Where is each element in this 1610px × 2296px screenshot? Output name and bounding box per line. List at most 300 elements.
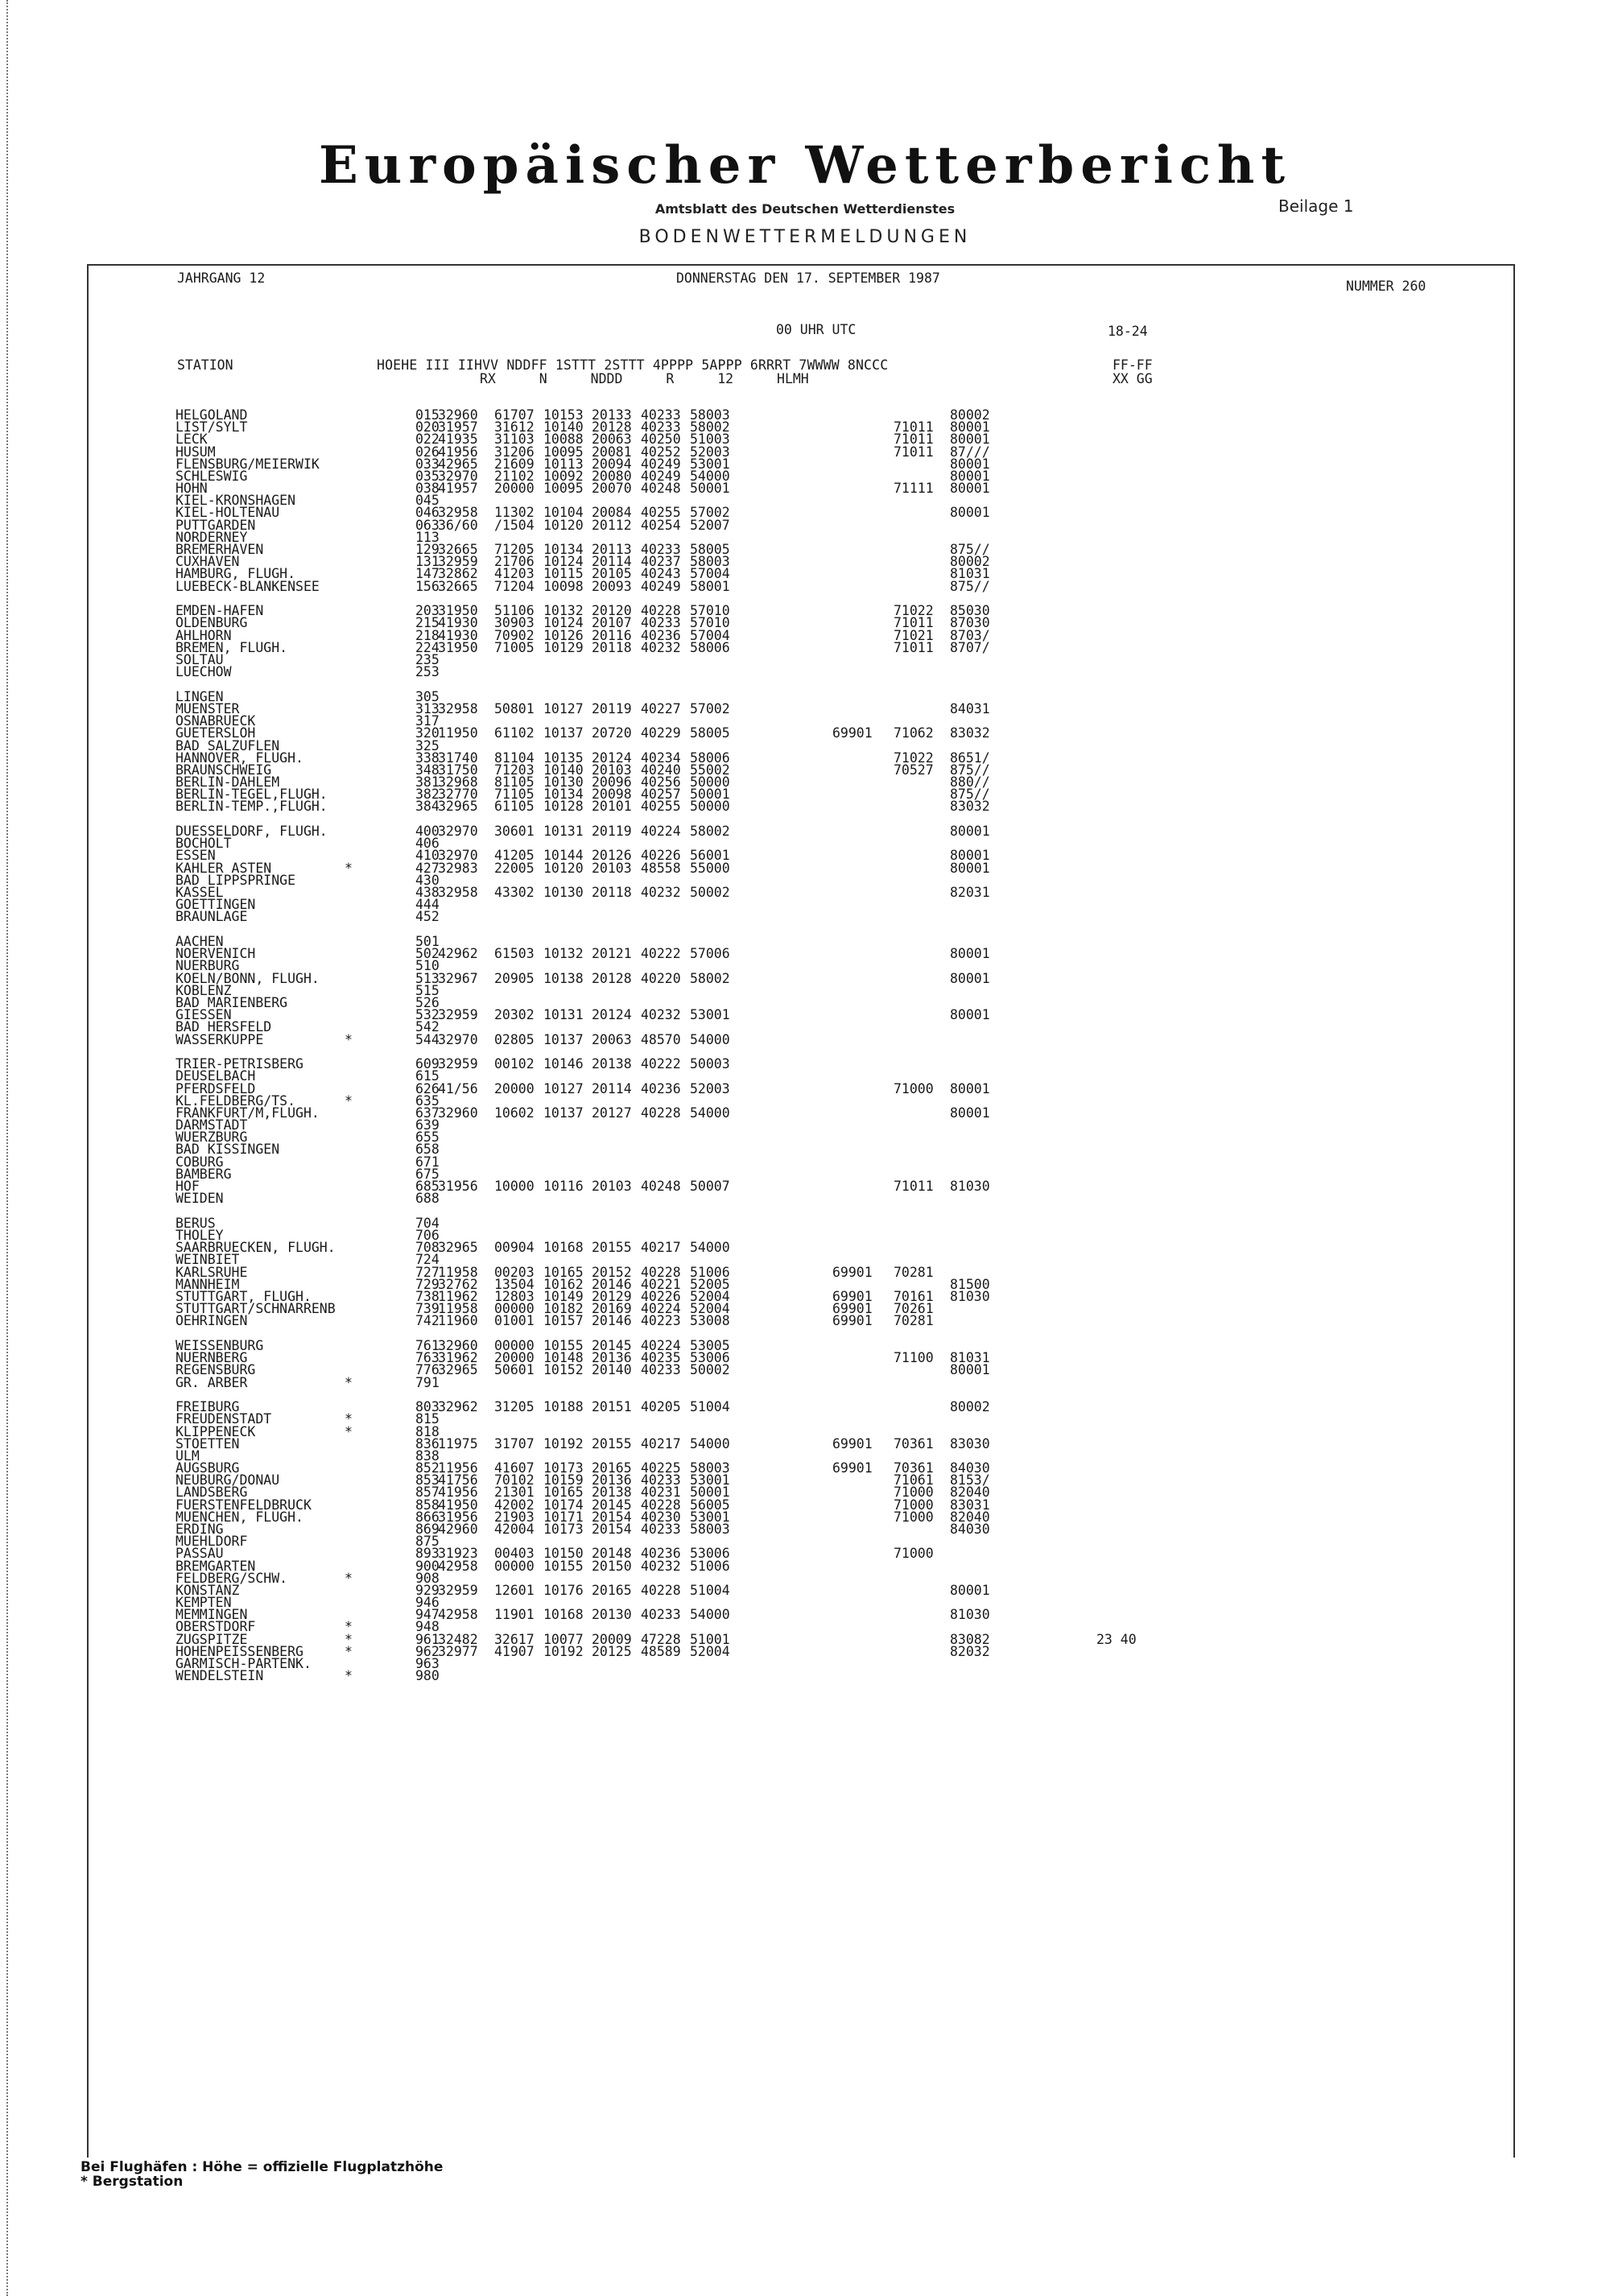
station-name: WEISSENBURG (175, 1337, 264, 1353)
station-name: DUESSELDORF, FLUGH. (175, 824, 328, 840)
group-dewpoint: 20165 (592, 1460, 632, 1476)
group-pressure: 40221 (641, 1276, 681, 1292)
group-pressure: 40225 (641, 1460, 681, 1476)
station-name: MUENCHEN, FLUGH. (175, 1509, 303, 1525)
group-pressure: 40233 (641, 419, 681, 436)
station-name: BAD KISSINGEN (175, 1142, 280, 1158)
station-name: LINGEN (175, 688, 224, 704)
group-temp: 10130 (543, 774, 584, 790)
group-cloud: 875// (950, 762, 990, 778)
group-ihvv: 32959 (438, 1056, 478, 1072)
station-name: LANDSBERG (175, 1485, 248, 1501)
station-index: 218 (415, 627, 440, 643)
station-name: NOERVENICH (175, 946, 256, 962)
group-ihvv: 32770 (438, 787, 478, 803)
station-name: LIST/SYLT (175, 419, 248, 436)
group-nddff: 00102 (494, 1056, 535, 1072)
station-name: DEUSELBACH (175, 1068, 256, 1084)
station-name: TRIER-PETRISBERG (175, 1056, 303, 1072)
station-name: PUTTGARDEN (175, 517, 256, 533)
group-temp: 10132 (543, 603, 584, 619)
station-name: COBURG (175, 1154, 224, 1170)
group-tendency: 52003 (690, 444, 730, 460)
group-weather: 71011 (894, 639, 934, 655)
station-name: BAD SALZUFLEN (175, 737, 280, 754)
group-cloud: 80001 (950, 505, 990, 521)
group-tendency: 52005 (690, 1276, 730, 1292)
group-cloud: 80001 (950, 432, 990, 448)
group-cloud: 875// (950, 787, 990, 803)
station-index: 035 (415, 468, 440, 484)
mountain-mark: * (345, 1092, 353, 1109)
group-temp: 10098 (543, 578, 584, 594)
group-pressure: 40249 (641, 456, 681, 472)
group-cloud: 80001 (950, 468, 990, 484)
group-ihvv: 42960 (438, 1521, 478, 1537)
group-tendency: 52004 (690, 1301, 730, 1317)
group-tendency: 55002 (690, 762, 730, 778)
group-pressure: 40229 (641, 725, 681, 741)
group-precip: 69901 (832, 1264, 873, 1280)
group-nddff: 12803 (494, 1288, 535, 1304)
group-nddff: 31206 (494, 444, 535, 460)
group-ihvv: 42962 (438, 946, 478, 962)
group-dewpoint: 20155 (592, 1240, 632, 1256)
group-dewpoint: 20113 (592, 542, 632, 557)
group-tendency: 57002 (690, 505, 730, 521)
group-nddff: /1504 (494, 517, 535, 533)
group-tendency: 57006 (690, 946, 730, 962)
group-pressure: 40233 (641, 407, 681, 423)
group-tendency: 53008 (690, 1313, 730, 1329)
station-index: 502 (415, 946, 440, 962)
group-nddff: 00403 (494, 1546, 535, 1562)
group-cloud: 84030 (950, 1460, 990, 1476)
station-name: ERDING (175, 1521, 224, 1537)
group-nddff: 00000 (494, 1337, 535, 1353)
group-ihvv: 32959 (438, 1007, 478, 1023)
station-index: 688 (415, 1191, 440, 1207)
station-name: FREUDENSTADT (175, 1411, 272, 1427)
station-name: KARLSRUHE (175, 1264, 248, 1280)
group-dewpoint: 20063 (592, 432, 632, 448)
group-nddff: 42004 (494, 1521, 535, 1537)
group-tendency: 51006 (690, 1264, 730, 1280)
station-index: 948 (415, 1619, 440, 1635)
group-nddff: 21903 (494, 1509, 535, 1525)
group-pressure: 40233 (641, 615, 681, 631)
group-tendency: 50000 (690, 799, 730, 815)
station-name: HOHENPEISSENBERG (175, 1643, 303, 1659)
group-weather: 71022 (894, 750, 934, 766)
station-index: 325 (415, 737, 440, 754)
station-index: 685 (415, 1178, 440, 1194)
group-pressure: 40254 (641, 517, 681, 533)
station-name: ULM (175, 1447, 200, 1464)
publisher-subtitle: Amtsblatt des Deutschen Wetterdienstes (654, 201, 956, 217)
group-temp: 10095 (543, 444, 584, 460)
group-temp: 10135 (543, 750, 584, 766)
station-index: 131 (415, 554, 440, 570)
station-name: BRAUNSCHWEIG (175, 762, 272, 778)
group-nddff: 71205 (494, 542, 535, 557)
group-nddff: 43302 (494, 885, 535, 900)
station-name: ZUGSPITZE (175, 1631, 248, 1647)
station-index: 026 (415, 444, 440, 460)
group-pressure: 40237 (641, 554, 681, 570)
group-tendency: 53006 (690, 1350, 730, 1366)
group-dewpoint: 20130 (592, 1607, 632, 1623)
group-cloud: 83032 (950, 725, 990, 741)
mountain-mark: * (345, 1411, 353, 1427)
group-pressure: 40257 (641, 787, 681, 803)
group-nddff: 50801 (494, 701, 535, 716)
station-index: 815 (415, 1411, 440, 1427)
group-ihvv: 32960 (438, 407, 478, 423)
group-nddff: 41205 (494, 848, 535, 864)
footnote-airports: Bei Flughäfen : Höhe = offizielle Flugplatzhöhe (80, 2159, 444, 2175)
group-tendency: 50002 (690, 1362, 730, 1378)
group-dewpoint: 20093 (592, 578, 632, 594)
group-cloud: 87/// (950, 444, 990, 460)
station-name: STOETTEN (175, 1435, 240, 1452)
station-name: KOBLENZ (175, 982, 232, 998)
station-name: KOELN/BONN, FLUGH. (175, 970, 320, 986)
group-weather: 70361 (894, 1460, 934, 1476)
station-name: CUXHAVEN (175, 554, 240, 570)
group-nddff: 71005 (494, 639, 535, 655)
station-name: THOLEY (175, 1228, 224, 1243)
station-name: HELGOLAND (175, 407, 248, 423)
station-name: SAARBRUECKEN, FLUGH. (175, 1240, 336, 1256)
group-ihvv: 11958 (438, 1264, 478, 1280)
group-dewpoint: 20094 (592, 456, 632, 472)
station-name: NUERBURG (175, 958, 240, 974)
group-pressure: 40217 (641, 1240, 681, 1256)
group-nddff: 81105 (494, 774, 535, 790)
station-name: STUTTGART/SCHNARRENB (175, 1301, 336, 1317)
group-dewpoint: 20125 (592, 1643, 632, 1659)
group-nddff: 13504 (494, 1276, 535, 1292)
station-index: 022 (415, 432, 440, 448)
group-dewpoint: 20116 (592, 627, 632, 643)
station-name: DARMSTADT (175, 1117, 248, 1133)
station-name: NUERNBERG (175, 1350, 248, 1366)
group-dewpoint: 20145 (592, 1497, 632, 1513)
group-dewpoint: 20154 (592, 1509, 632, 1525)
group-tendency: 52004 (690, 1643, 730, 1659)
station-name: LECK (175, 432, 208, 448)
group-tendency: 51003 (690, 432, 730, 448)
group-tendency: 50000 (690, 774, 730, 790)
group-temp: 10104 (543, 505, 584, 521)
group-tendency: 58001 (690, 578, 730, 594)
station-index: 532 (415, 1007, 440, 1023)
group-temp: 10131 (543, 824, 584, 840)
group-nddff: 41203 (494, 566, 535, 582)
group-weather: 70527 (894, 762, 934, 778)
group-nddff: 41607 (494, 1460, 535, 1476)
group-pressure: 40224 (641, 824, 681, 840)
station-index: 791 (415, 1374, 440, 1390)
station-name: REGENSBURG (175, 1362, 256, 1378)
group-cloud: 80001 (950, 481, 990, 497)
group-nddff: 20302 (494, 1007, 535, 1023)
group-cloud: 80002 (950, 554, 990, 570)
group-nddff: 22005 (494, 860, 535, 876)
group-pressure: 40228 (641, 1582, 681, 1598)
station-index: 045 (415, 493, 440, 509)
station-index: 900 (415, 1558, 440, 1574)
station-name: WEINBIET (175, 1252, 240, 1268)
group-weather: 71061 (894, 1472, 934, 1489)
station-name: KEMPTEN (175, 1595, 232, 1610)
station-name: NEUBURG/DONAU (175, 1472, 280, 1489)
group-temp: 10134 (543, 542, 584, 557)
station-index: 515 (415, 982, 440, 998)
group-temp: 10130 (543, 885, 584, 900)
station-index: 908 (415, 1570, 440, 1586)
group-dewpoint: 20009 (592, 1631, 632, 1647)
group-dewpoint: 20154 (592, 1521, 632, 1537)
group-temp: 10153 (543, 407, 584, 423)
station-index: 866 (415, 1509, 440, 1525)
group-temp: 10134 (543, 787, 584, 803)
group-nddff: 00000 (494, 1301, 535, 1317)
station-index: 637 (415, 1105, 440, 1121)
group-temp: 10192 (543, 1643, 584, 1659)
station-index: 852 (415, 1460, 440, 1476)
footnote-mountain: * Bergstation (80, 2174, 184, 2190)
group-weather: 70161 (894, 1288, 934, 1304)
group-nddff: 31103 (494, 432, 535, 448)
group-temp: 10162 (543, 1276, 584, 1292)
group-dewpoint: 20720 (592, 725, 632, 741)
group-tendency: 53006 (690, 1546, 730, 1562)
page-title: Europäischer Wetterbericht (319, 135, 1291, 196)
group-temp: 10176 (543, 1582, 584, 1598)
group-cloud: 87030 (950, 615, 990, 631)
group-cloud: 84030 (950, 1521, 990, 1537)
group-ihvv: 32665 (438, 542, 478, 557)
group-cloud: 82040 (950, 1485, 990, 1501)
group-dewpoint: 20169 (592, 1301, 632, 1317)
group-dewpoint: 20145 (592, 1337, 632, 1353)
group-ihvv: 32965 (438, 1240, 478, 1256)
station-name: WEIDEN (175, 1191, 224, 1207)
station-index: 215 (415, 615, 440, 631)
station-name: HOF (175, 1178, 200, 1194)
group-cloud: 80002 (950, 407, 990, 423)
group-nddff: 51106 (494, 603, 535, 619)
group-weather: 71011 (894, 432, 934, 448)
code-subheader: RX N NDDD R 12 HLMH (480, 371, 809, 386)
group-nddff: 30903 (494, 615, 535, 631)
group-temp: 10092 (543, 468, 584, 484)
group-ihvv: 32970 (438, 824, 478, 840)
group-pressure: 40252 (641, 444, 681, 460)
station-name: BREMERHAVEN (175, 542, 264, 557)
station-index: 305 (415, 688, 440, 704)
group-cloud: 875// (950, 542, 990, 557)
group-tendency: 58002 (690, 824, 730, 840)
group-ihvv: 32970 (438, 468, 478, 484)
group-dewpoint: 20103 (592, 1178, 632, 1194)
group-ihvv: 31962 (438, 1350, 478, 1366)
group-tendency: 50003 (690, 1056, 730, 1072)
station-index: 738 (415, 1288, 440, 1304)
group-dewpoint: 20121 (592, 946, 632, 962)
group-nddff: 21706 (494, 554, 535, 570)
group-tendency: 57004 (690, 627, 730, 643)
group-ihvv: 31740 (438, 750, 478, 766)
group-ihvv: 32862 (438, 566, 478, 582)
group-dewpoint: 20105 (592, 566, 632, 582)
group-tendency: 58003 (690, 407, 730, 423)
group-pressure: 40256 (641, 774, 681, 790)
group-temp: 10120 (543, 517, 584, 533)
station-index: 113 (415, 529, 440, 545)
mountain-mark: * (345, 1423, 353, 1439)
group-temp: 10137 (543, 725, 584, 741)
station-index: 929 (415, 1582, 440, 1598)
supplement-label: Beilage 1 (1278, 196, 1354, 216)
station-index: 544 (415, 1031, 440, 1047)
group-temp: 10168 (543, 1607, 584, 1623)
group-ihvv: 32959 (438, 554, 478, 570)
group-dewpoint: 20107 (592, 615, 632, 631)
group-temp: 10131 (543, 1007, 584, 1023)
station-name: KAHLER ASTEN (175, 860, 272, 876)
station-index: 655 (415, 1129, 440, 1146)
station-index: 609 (415, 1056, 440, 1072)
group-dewpoint: 20118 (592, 885, 632, 900)
group-weather: 71011 (894, 444, 934, 460)
station-name: LUECHOW (175, 664, 232, 680)
group-pressure: 40220 (641, 970, 681, 986)
group-tendency: 56001 (690, 848, 730, 864)
group-dewpoint: 20129 (592, 1288, 632, 1304)
station-index: 253 (415, 664, 440, 680)
group-temp: 10173 (543, 1521, 584, 1537)
group-cloud: 83032 (950, 799, 990, 815)
group-nddff: 20905 (494, 970, 535, 986)
group-ihvv: 41956 (438, 1485, 478, 1501)
group-weather: 70281 (894, 1313, 934, 1329)
group-dewpoint: 20126 (592, 848, 632, 864)
group-tendency: 57010 (690, 603, 730, 619)
station-index: 038 (415, 481, 440, 497)
station-index: 963 (415, 1655, 440, 1671)
group-dewpoint: 20133 (592, 407, 632, 423)
mountain-mark: * (345, 1570, 353, 1586)
station-index: 742 (415, 1313, 440, 1329)
group-ihvv: 11958 (438, 1301, 478, 1317)
group-cloud: 81500 (950, 1276, 990, 1292)
station-index: 658 (415, 1142, 440, 1158)
station-index: 320 (415, 725, 440, 741)
group-temp: 10138 (543, 970, 584, 986)
group-weather: 71100 (894, 1350, 934, 1366)
group-tendency: 58005 (690, 725, 730, 741)
station-index: 410 (415, 848, 440, 864)
group-weather: 71021 (894, 627, 934, 643)
group-nddff: 20000 (494, 1080, 535, 1096)
group-ihvv: 42958 (438, 1607, 478, 1623)
group-tendency: 56005 (690, 1497, 730, 1513)
group-pressure: 40227 (641, 701, 681, 716)
group-weather: 71000 (894, 1546, 934, 1562)
group-ihvv: 41950 (438, 1497, 478, 1513)
mountain-mark: * (345, 1643, 353, 1659)
group-ihvv: 31957 (438, 419, 478, 436)
group-ihvv: 32665 (438, 578, 478, 594)
group-nddff: 61105 (494, 799, 535, 815)
group-ihvv: 11962 (438, 1288, 478, 1304)
group-tendency: 58002 (690, 419, 730, 436)
group-ihvv: 32967 (438, 970, 478, 986)
group-temp: 10182 (543, 1301, 584, 1317)
station-index: 147 (415, 566, 440, 582)
group-cloud: 80001 (950, 848, 990, 864)
station-name: HUSUM (175, 444, 216, 460)
group-tendency: 50001 (690, 1485, 730, 1501)
station-name: FRANKFURT/M,FLUGH. (175, 1105, 320, 1121)
station-name: MANNHEIM (175, 1276, 240, 1292)
group-temp: 10168 (543, 1240, 584, 1256)
group-weather: 71000 (894, 1497, 934, 1513)
station-index: 980 (415, 1668, 440, 1684)
group-temp: 10120 (543, 860, 584, 876)
station-name: KLIPPENECK (175, 1423, 256, 1439)
group-pressure: 40232 (641, 885, 681, 900)
group-cloud: 81030 (950, 1607, 990, 1623)
group-pressure: 40224 (641, 1337, 681, 1353)
group-tendency: 50001 (690, 481, 730, 497)
group-temp: 10128 (543, 799, 584, 815)
group-cloud: 82040 (950, 1509, 990, 1525)
station-name: KIEL-HOLTENAU (175, 505, 280, 521)
group-pressure: 40228 (641, 1105, 681, 1121)
group-precip: 69901 (832, 1460, 873, 1476)
station-index: 400 (415, 824, 440, 840)
group-temp: 10146 (543, 1056, 584, 1072)
station-name: WENDELSTEIN (175, 1668, 264, 1684)
ff-column-header: FF-FF (1113, 357, 1153, 373)
group-pressure: 40249 (641, 578, 681, 594)
group-temp: 10149 (543, 1288, 584, 1304)
station-index: 962 (415, 1643, 440, 1659)
group-temp: 10152 (543, 1362, 584, 1378)
station-index: 818 (415, 1423, 440, 1439)
group-ihvv: 32968 (438, 774, 478, 790)
station-index: 727 (415, 1264, 440, 1280)
group-dewpoint: 20155 (592, 1435, 632, 1452)
group-temp: 10124 (543, 554, 584, 570)
group-tendency: 57002 (690, 701, 730, 716)
station-index: 858 (415, 1497, 440, 1513)
group-nddff: 20000 (494, 1350, 535, 1366)
group-tendency: 51006 (690, 1558, 730, 1574)
group-pressure: 40236 (641, 1080, 681, 1096)
station-index: 015 (415, 407, 440, 423)
group-pressure: 40250 (641, 432, 681, 448)
group-tendency: 51004 (690, 1399, 730, 1415)
group-weather: 71000 (894, 1509, 934, 1525)
station-index: 317 (415, 713, 440, 729)
group-temp: 10132 (543, 946, 584, 962)
group-tendency: 54000 (690, 1031, 730, 1047)
